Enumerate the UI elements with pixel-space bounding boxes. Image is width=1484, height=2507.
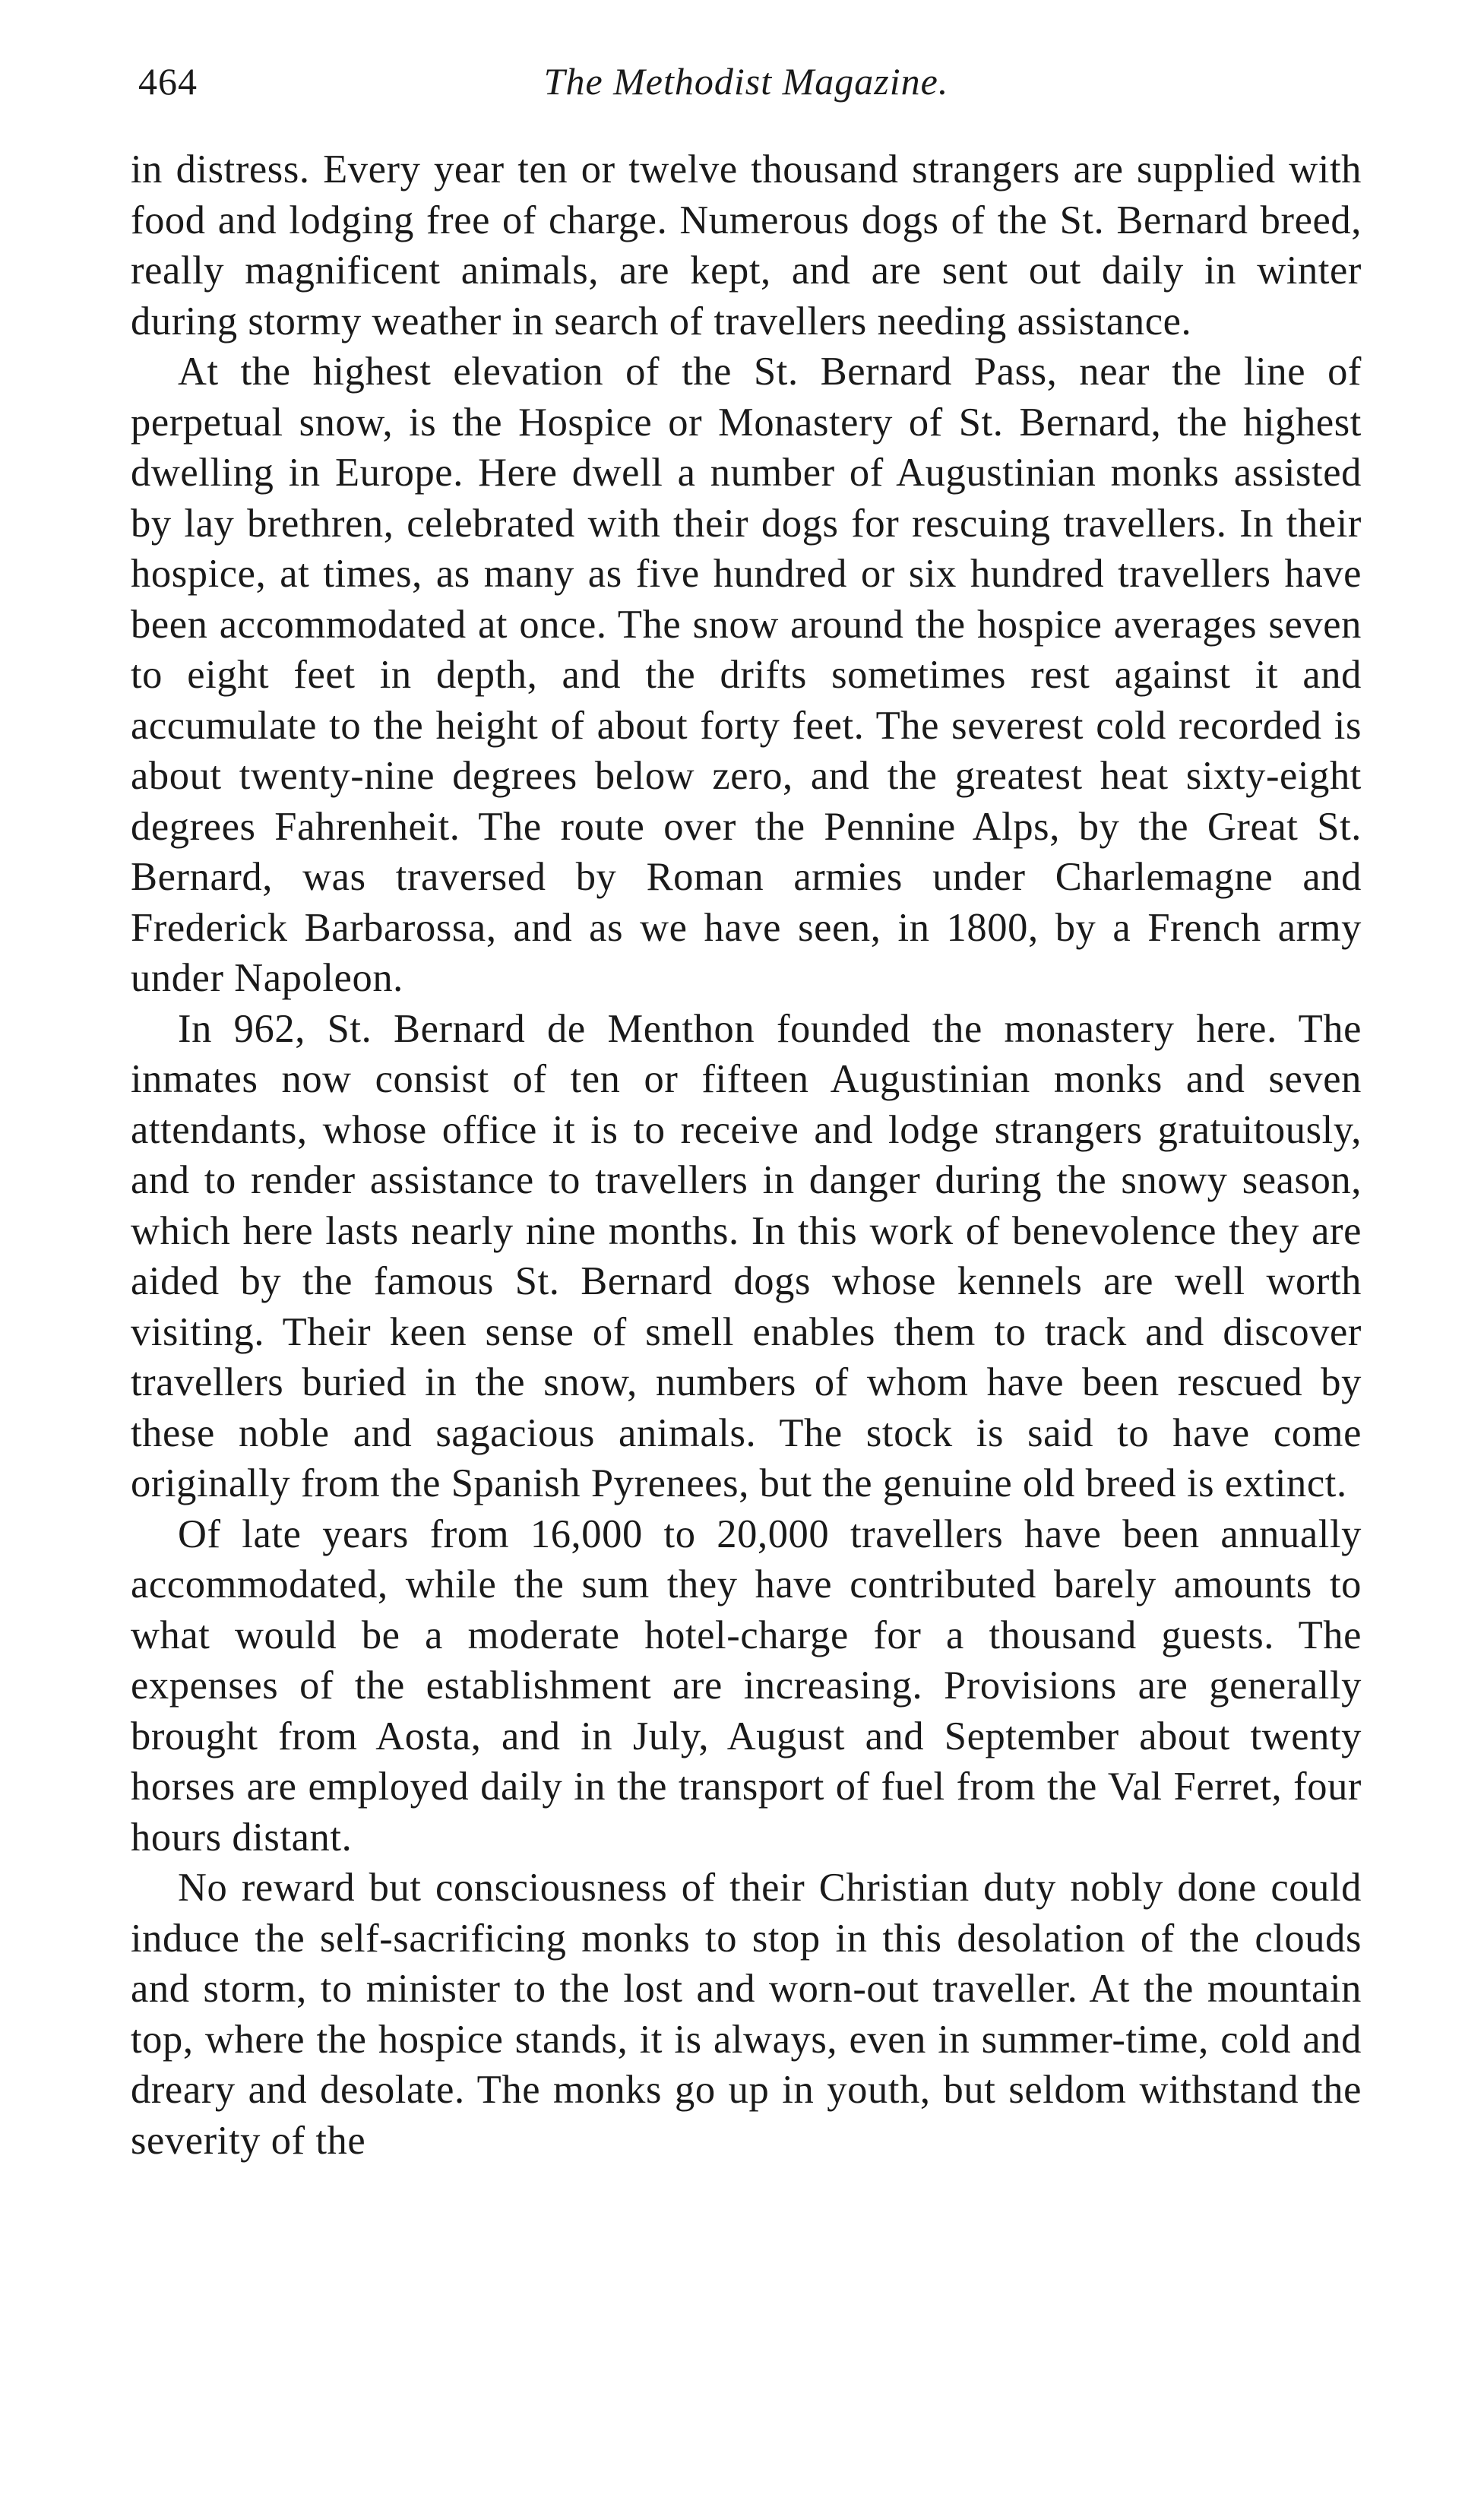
running-title: The Methodist Magazine. [543,60,949,103]
paragraph-monks: No reward but consciousness of their Christian duty nobly done could induce the self-sacrificing monks to stop in this desolation of the clouds and storm, to minister to the lost and worn-out traveller. At the mountain top, where the hospice stands, it is always, even in summer-time, cold and dreary and desolate. The monks go up in youth, but seldom withstand the severity of the [131,1866,1362,2163]
page-number: 464 [138,60,198,103]
book-page [131,53,1362,2166]
paragraph-founding: In 962, St. Bernard de Menthon founded the monastery here. The inmates now consist of ten or fifteen Augustinian monks and seven attendants, whose office it is to receive and lodge strangers gratuitously, and to render assistance to travellers in danger during the snowy season, which here lasts nearly nine months. In this work of benevolence they are aided by the famous St. Bernard dogs whose kennels are well worth visiting. Their keen sense of smell enables them to track and discover travellers buried in the snow, numbers of whom have been rescued by these noble and sagacious animals. The stock is said to have come originally from the Spanish Pyrenees, but the genuine old breed is extinct. [131,1006,1362,1505]
article-body [131,144,1362,2166]
paragraph-travellers: Of late years from 16,000 to 20,000 travellers have been annually accommodated, while the sum they have contributed barely amounts to what would be a moderate hotel-charge for a thousand guests. The expenses of the establishment are increasing. Provisions are generally brought from Aosta, and in July, August and September about twenty horses are employed daily in the transport of fuel from the Val Ferret, four hours distant. [131,1511,1362,1860]
running-head [131,53,1362,122]
paragraph-continued: in distress. Every year ten or twelve thousand strangers are supplied with food and lodging free of charge. Numerous dogs of the St. Bernard breed, really magnificent animals, are kept, and are sent out daily in winter during stormy weather in search of travellers needing assistance. [131,147,1362,343]
paragraph-hospice: At the highest elevation of the St. Bernard Pass, near the line of perpetual snow, is the Hospice or Monastery of St. Bernard, the highest dwelling in Europe. Here dwell a number of Augustinian monks assisted by lay brethren, celebrated with their dogs for rescuing travellers. In their hospice, at times, as many as five hundred or six hundred travellers have been accommodated at once. The snow around the hospice averages seven to eight feet in depth, and the drifts sometimes rest against it and accumulate to the height of about forty feet. The severest cold recorded is about twenty-nine degrees below zero, and the greatest heat sixty-eight degrees Fahrenheit. The route over the Pennine Alps, by the Great St. Bernard, was traversed by Roman armies under Charlemagne and Frederick Barbarossa, and as we have seen, in 1800, by a French army under Napoleon. [131,350,1362,1000]
